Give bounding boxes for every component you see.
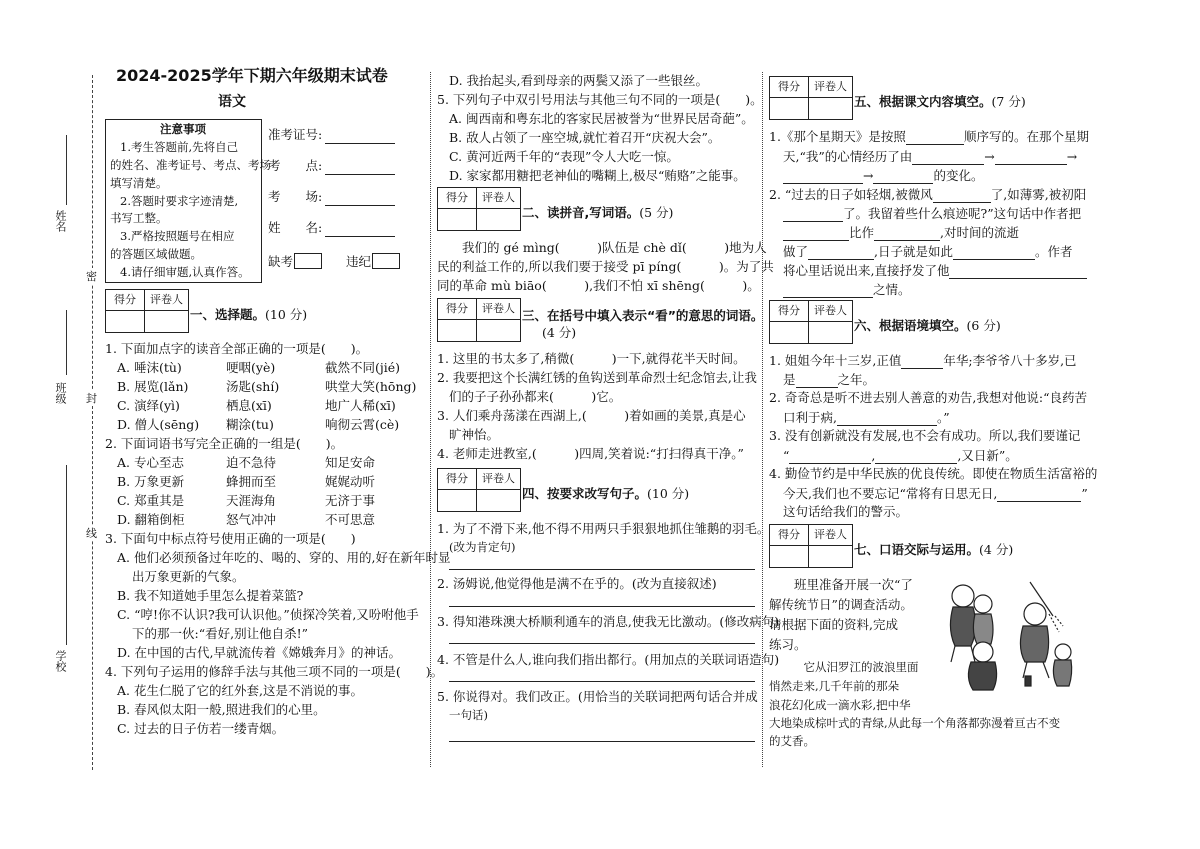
- exam-number-label: 准考证号:: [268, 127, 323, 142]
- sec6-text: ”: [1081, 486, 1088, 501]
- score-cell[interactable]: [770, 322, 809, 343]
- rewrite-q3: 3. 得知港珠澳大桥顺利通车的消息,使我无比激动。(修改病句): [437, 614, 780, 629]
- pinyin-line: 民的利益工作的,所以我们要于接受 pī píng( )。为了共: [437, 259, 774, 274]
- sec7-passage: 浪花幻化成一滴水彩,把中华: [769, 698, 911, 712]
- q1-option: 截然不同(jié): [325, 360, 401, 375]
- exam-room-label: 考 场:: [268, 189, 323, 204]
- section-3-title: 三、在括号中填入表示“看”的意思的词语。: [522, 308, 764, 323]
- section-title-text: 七、口语交际与运用。: [854, 542, 980, 557]
- q2-option: 天涯海角: [226, 493, 277, 508]
- pinyin-line: 同的革命 mù biāo( ),我们不怕 xī shēng( )。: [437, 278, 760, 293]
- sec5-text: ,对时间的流逝: [940, 225, 1019, 240]
- sec6-text: ,: [871, 448, 876, 463]
- sec7-passage: 悄然走来,几千年前的那朵: [769, 679, 900, 693]
- q2-option: 娓娓动听: [325, 474, 376, 489]
- q1-option: 哄堂大笑(hōng): [325, 379, 417, 394]
- sec6-text: 口利于病,: [783, 410, 837, 425]
- violation-checkbox[interactable]: [372, 253, 400, 269]
- rewrite-q1: 1. 为了不滑下来,他不得不用两只手狠狠地抓住雏鹅的羽毛。: [437, 521, 770, 536]
- q3-line: B. 我不知道她手里怎么提着菜篮?: [117, 588, 304, 603]
- notice-line: 的姓名、准考证号、考点、考场: [110, 158, 271, 172]
- q1-option: 地广人稀(xī): [325, 398, 396, 413]
- column-divider-1: [430, 72, 431, 767]
- exam-title: 2024-2025学年下期六年级期末试卷: [116, 66, 388, 85]
- sec3-line: 旷神怡。: [449, 427, 500, 442]
- score-box-sec4: [437, 468, 521, 512]
- school-line: [66, 465, 67, 645]
- score-label: 得分: [438, 188, 477, 209]
- score-label: 得分: [438, 469, 477, 490]
- sec5-line: [783, 281, 911, 298]
- sec5-text: 做了: [783, 244, 809, 259]
- section-4-title: [522, 484, 689, 502]
- score-label: 得分: [770, 525, 809, 546]
- sec5-text: 1.《那个星期天》是按照: [769, 129, 906, 144]
- subject-label: 语文: [218, 94, 246, 110]
- q5-stem: 5. 下列句子中双引号用法与其他三句不同的一项是( )。: [437, 92, 763, 107]
- sec5-text: 了,如薄雾,被初阳: [990, 187, 1087, 202]
- section-points: (6 分): [966, 318, 1001, 333]
- fill-blank[interactable]: [912, 148, 984, 165]
- student-name-field[interactable]: [325, 236, 395, 237]
- q2-option: 迫不急待: [226, 455, 277, 470]
- section-points: (4 分): [542, 325, 577, 340]
- q1-option: 汤匙(shí): [226, 379, 280, 394]
- q3-line: 出万象更新的气象。: [132, 569, 245, 584]
- sec7-line: 请根据下面的资料,完成: [769, 617, 898, 632]
- fill-blank[interactable]: [933, 186, 991, 203]
- q3-line: C. “哼!你不认识?我可认识他。”侦探冷笑着,又吩咐他手: [117, 607, 419, 622]
- score-box-sec5: [769, 76, 853, 120]
- q1-option: A. 唾沫(tù): [117, 360, 182, 375]
- rewrite-q5-note: 一句话): [449, 708, 488, 722]
- exam-point-field[interactable]: [325, 174, 395, 175]
- notice-line: 3.严格按照题号在相应: [120, 229, 235, 243]
- sec6-text: 1. 姐姐今年十三岁,正值: [769, 353, 902, 368]
- sec5-text: 天,“我”的心情经历了由: [783, 149, 913, 164]
- rewrite-q5: 5. 你说得对。我们改正。(用恰当的关联词把两句话合并成: [437, 689, 758, 704]
- fill-blank[interactable]: [783, 281, 873, 298]
- q3-line: A. 他们必须预备过年吃的、喝的、穿的、用的,好在新年时显: [117, 550, 451, 565]
- notice-line: 1.考生答题前,先将自己: [120, 140, 239, 154]
- seal-char-mi: 密: [86, 270, 97, 283]
- sec6-text: 之年。: [837, 372, 876, 387]
- fill-blank[interactable]: [789, 447, 871, 464]
- q1-option: B. 展览(lǎn): [117, 379, 189, 394]
- sec5-text: 顺序写的。在那个星期: [963, 129, 1089, 144]
- fill-blank[interactable]: [783, 224, 849, 241]
- score-box-sec1: [105, 289, 189, 333]
- sec6-text: “: [783, 448, 790, 463]
- seal-dashed-line: [92, 75, 93, 770]
- fill-blank[interactable]: [783, 167, 863, 184]
- rewrite-q2: 2. 汤姆说,他觉得他是满不在乎的。(改为直接叙述): [437, 576, 717, 591]
- sec5-line: [783, 148, 1077, 165]
- grader-label: 评卷人: [809, 77, 852, 98]
- sec6-text: 。”: [936, 410, 950, 425]
- grader-label: 评卷人: [809, 301, 852, 322]
- sec5-line: [783, 262, 1087, 279]
- q3-stem: 3. 下面句中标点符号使用正确的一项是( ): [105, 531, 356, 546]
- fill-blank[interactable]: [949, 262, 1087, 279]
- section-points: (10 分): [265, 307, 308, 322]
- sec3-line: 3. 人们乘舟荡漾在西湖上,( )着如画的美景,真是心: [437, 408, 746, 423]
- score-cell[interactable]: [770, 546, 809, 567]
- answer-line[interactable]: [449, 569, 755, 570]
- q1-option: D. 僧人(sēng): [117, 417, 200, 432]
- answer-line[interactable]: [449, 643, 755, 644]
- seal-char-feng: 封: [86, 392, 97, 405]
- notice-line: 的答题区域做题。: [110, 247, 202, 261]
- sec7-passage: 的艾香。: [769, 734, 815, 748]
- q2-option: 怒气冲冲: [226, 512, 277, 527]
- sec6-line: [783, 371, 875, 388]
- absent-label: 缺考: [268, 254, 294, 269]
- sec5-text: 了。我留着些什么痕迹呢?”这句话中作者把: [843, 206, 1082, 221]
- q1-option: 哽咽(yè): [226, 360, 276, 375]
- notice-line: 书写工整。: [110, 211, 168, 225]
- q2-option: 无济于事: [325, 493, 376, 508]
- sec6-text: 是: [783, 372, 796, 387]
- q3-line: 下的那一伙:“看好,别让他自杀!”: [132, 626, 308, 641]
- fill-blank[interactable]: [995, 148, 1067, 165]
- q1-option: 栖息(xī): [226, 398, 272, 413]
- q4-option-d: D. 我抬起头,看到母亲的两鬓又添了一些银丝。: [449, 73, 708, 88]
- fill-blank[interactable]: [873, 167, 933, 184]
- q5-line: B. 敌人占领了一座空城,就忙着召开“庆祝大会”。: [449, 130, 721, 145]
- score-box-sec6: [769, 300, 853, 344]
- sec6-line: [783, 485, 1088, 502]
- sec5-text: 的变化。: [933, 168, 984, 183]
- arrow-icon: →: [1066, 149, 1078, 164]
- side-class-label: 班级: [54, 382, 67, 404]
- sec6-text: ,又日新”。: [957, 448, 1018, 463]
- sec6-text: 今天,我们也不要忘记“常将有日思无日,: [783, 486, 998, 501]
- exam-point-label: 考 点:: [268, 158, 323, 173]
- q2-option: 蜂拥而至: [226, 474, 277, 489]
- fill-blank[interactable]: [783, 205, 843, 222]
- sec6-line: [783, 409, 950, 426]
- section-title-text: 六、根据语境填空。: [854, 318, 967, 333]
- fill-blank[interactable]: [906, 128, 964, 145]
- q2-option: A. 专心至志: [117, 455, 184, 470]
- rewrite-q1-note: (改为肯定句): [449, 540, 516, 554]
- sec7-line: 练习。: [769, 637, 807, 652]
- sec5-text: 。作者: [1035, 244, 1073, 259]
- section-points: (10 分): [647, 486, 690, 501]
- sec5-line: [783, 167, 984, 184]
- notice-line: 4.请仔细审题,认真作答。: [120, 265, 250, 279]
- section-title-text: 五、根据课文内容填空。: [854, 94, 992, 109]
- q4-line: A. 花生仁脱了它的红外套,这是不消说的事。: [117, 683, 363, 698]
- name-line: [66, 135, 67, 205]
- q5-line: A. 闽西南和粤东北的客家民居被誉为“世界民居奇葩”。: [449, 111, 754, 126]
- sec3-line: 们的子子孙孙都来( )它。: [449, 389, 622, 404]
- score-cell[interactable]: [438, 209, 477, 230]
- q4-line: C. 过去的日子仿若一缕青烟。: [117, 721, 285, 736]
- sec7-passage: 它从汨罗江的波浪里面: [769, 660, 919, 674]
- grader-label: 评卷人: [477, 299, 520, 320]
- sec7-line: 解传统节日”的调查活动。: [769, 597, 913, 612]
- arrow-icon: →: [863, 168, 874, 183]
- absent-checkbox[interactable]: [294, 253, 322, 269]
- sec6-line: [769, 352, 1077, 369]
- score-label: 得分: [106, 290, 145, 311]
- fill-blank[interactable]: [837, 409, 937, 426]
- exam-number-field[interactable]: [325, 143, 395, 144]
- class-line: [66, 310, 67, 375]
- section-7-title: [854, 540, 1013, 558]
- q1-option: C. 演绎(yì): [117, 398, 180, 413]
- section-title-text: 二、读拼音,写词语。: [522, 205, 640, 220]
- grader-label: 评卷人: [477, 469, 520, 490]
- q2-option: C. 郑重其是: [117, 493, 185, 508]
- fill-blank[interactable]: [808, 243, 874, 260]
- sec6-line: 3. 没有创新就没有发展,也不会有成功。所以,我们要谨记: [769, 428, 1081, 443]
- rewrite-q4: 4. 不管是什么人,谁向我们指出都行。(用加点的关联词语造句): [437, 652, 780, 667]
- score-box-sec7: [769, 524, 853, 568]
- section-points: (4 分): [979, 542, 1014, 557]
- pinyin-line: 我们的 gé mìng( )队伍是 chè dǐ( )地为人: [437, 240, 767, 255]
- sec7-line: 班里准备开展一次“了: [769, 577, 913, 592]
- fill-blank[interactable]: [953, 243, 1035, 260]
- side-name-label: 姓名: [54, 210, 67, 232]
- sec5-text: 比作: [849, 225, 875, 240]
- q1-option: 糊涂(tu): [226, 417, 274, 432]
- answer-line[interactable]: [449, 741, 755, 742]
- q5-line: D. 家家都用糖把老神仙的嘴糊上,极尽“贿赂”之能事。: [449, 168, 746, 183]
- q2-option: 知足安命: [325, 455, 376, 470]
- sec3-line: 2. 我要把这个长满红锈的鱼钩送到革命烈士纪念馆去,让我: [437, 370, 757, 385]
- violation-label: 违纪: [346, 254, 372, 269]
- score-box-sec3: [437, 298, 521, 342]
- sec5-line: [769, 128, 1089, 145]
- section-2-title: [522, 203, 673, 221]
- grader-label: 评卷人: [145, 290, 188, 311]
- sec5-line: [783, 243, 1073, 260]
- section-points: (7 分): [991, 94, 1026, 109]
- score-label: 得分: [770, 77, 809, 98]
- score-cell[interactable]: [438, 320, 477, 341]
- fill-blank[interactable]: [796, 371, 838, 388]
- fill-blank[interactable]: [874, 224, 940, 241]
- q4-stem: 4. 下列句子运用的修辞手法与其他三项不同的一项是( )。: [105, 664, 444, 679]
- fill-blank[interactable]: [901, 352, 943, 369]
- section-5-title: [854, 92, 1026, 110]
- sec5-text: 2. “过去的日子如轻烟,被微风: [769, 187, 933, 202]
- seal-char-xian: 线: [86, 527, 97, 540]
- notice-title: 注意事项: [160, 122, 206, 136]
- q2-stem: 2. 下面词语书写完全正确的一组是( )。: [105, 436, 344, 451]
- sec6-line: 2. 奇奇总是听不进去别人善意的劝告,我想对他说:“良药苦: [769, 390, 1087, 405]
- q3-line: D. 在中国的古代,早就流传着《嫦娥奔月》的神话。: [117, 645, 401, 660]
- sec5-text: ,日子就是如此: [874, 244, 953, 259]
- sec5-text: 之情。: [873, 282, 911, 297]
- q1-stem: 1. 下面加点字的读音全部正确的一项是( )。: [105, 341, 369, 356]
- section-title-text: 一、选择题。: [190, 307, 266, 322]
- section-title-text: 四、按要求改写句子。: [522, 486, 648, 501]
- sec5-line: [769, 186, 1086, 203]
- student-name-label: 姓 名:: [268, 220, 323, 235]
- arrow-icon: →: [984, 149, 995, 164]
- q1-option: 响彻云霄(cè): [325, 417, 400, 432]
- score-label: 得分: [770, 301, 809, 322]
- notice-line: 填写清楚。: [110, 176, 168, 190]
- score-label: 得分: [438, 299, 477, 320]
- q2-option: 不可思意: [325, 512, 376, 527]
- exam-room-field[interactable]: [325, 205, 395, 206]
- fill-blank[interactable]: [875, 447, 957, 464]
- sec5-line: [783, 205, 1081, 222]
- sec5-text: 将心里话说出来,直接抒发了他: [783, 263, 950, 278]
- sec6-line: 这句话给我们的警示。: [783, 504, 909, 519]
- q5-line: C. 黄河近两千年的“表现”令人大吃一惊。: [449, 149, 679, 164]
- section-points: (5 分): [639, 205, 674, 220]
- sec6-text: 年华;李爷爷八十多岁,已: [943, 353, 1077, 368]
- sec5-line: [783, 224, 1019, 241]
- fill-blank[interactable]: [997, 485, 1081, 502]
- score-cell[interactable]: [770, 98, 809, 119]
- notice-line: 2.答题时要求字迹清楚,: [120, 194, 239, 208]
- sec7-passage: 大地染成棕叶式的青绿,从此每一个角落都弥漫着亘古不变: [769, 716, 1061, 730]
- side-school-label: 学校: [54, 650, 67, 672]
- q2-option: D. 翻箱倒柜: [117, 512, 185, 527]
- sec3-line: 1. 这里的书太多了,稍微( )一下,就得花半天时间。: [437, 351, 746, 366]
- children-festival-illustration-icon: [935, 574, 1075, 694]
- answer-line[interactable]: [449, 606, 755, 607]
- sec6-line: 4. 勤俭节约是中华民族的优良传统。即使在物质生活富裕的: [769, 466, 1098, 481]
- q2-option: B. 万象更新: [117, 474, 185, 489]
- score-cell[interactable]: [438, 490, 477, 511]
- q4-line: B. 春风似太阳一般,照进我们的心里。: [117, 702, 326, 717]
- section-6-title: [854, 316, 1001, 334]
- sec3-line: 4. 老师走进教室,( )四周,笑着说:“打扫得真干净。”: [437, 446, 744, 461]
- answer-line[interactable]: [449, 681, 755, 682]
- score-box-sec2: [437, 187, 521, 231]
- grader-label: 评卷人: [477, 188, 520, 209]
- score-cell[interactable]: [106, 311, 145, 332]
- section-1-title: [190, 305, 307, 323]
- grader-label: 评卷人: [809, 525, 852, 546]
- sec6-line: [783, 447, 1018, 464]
